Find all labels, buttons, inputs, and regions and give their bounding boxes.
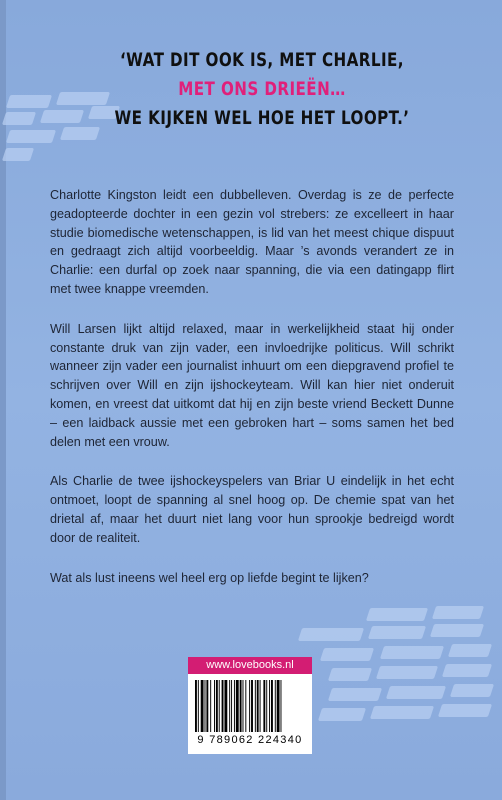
quote-line: WE KIJKEN WEL HOE HET LOOPT.’ (114, 108, 410, 129)
quote-line-highlight: MET ONS DRIEËN… (178, 79, 346, 100)
pull-quote (96, 46, 427, 133)
barcode-bar (251, 680, 253, 732)
barcode-bar (281, 680, 282, 732)
brick-decoration (450, 684, 494, 697)
barcode-bar (222, 680, 224, 732)
barcode-bar (224, 680, 227, 732)
brick-decoration (2, 148, 34, 161)
barcode-bar (234, 680, 235, 732)
barcode (188, 674, 312, 754)
brick-decoration (366, 608, 428, 621)
brick-decoration (368, 626, 426, 639)
barcode-bar (231, 680, 232, 732)
brick-decoration (298, 628, 364, 641)
barcode-bar (260, 680, 261, 732)
barcode-bar (263, 680, 265, 732)
brick-decoration (318, 708, 366, 721)
blurb-paragraph: Charlotte Kingston leidt een dubbelleven. Overdag is ze de perfecte geadopteerde dochter in een gezin vol strebers: ze excelleert in haar studie biomedische wetenschappen, is lid van het meest chique dispuut en gedraagt zich altijd voorbeeldig. Maar ’s avonds verandert ze in Charlie: een durfal op zoek naar spanning, die via een datingapp flirt met twee knappe vreemden. (50, 188, 454, 296)
barcode-bar (198, 680, 199, 732)
barcode-bar (243, 680, 244, 732)
brick-decoration (2, 112, 36, 125)
barcode-bar (249, 680, 250, 732)
blurb-tagline: Wat als lust ineens wel heel erg op liefde begint te lijken? (50, 570, 369, 585)
brick-decoration (6, 95, 52, 108)
brick-decoration (60, 127, 100, 140)
barcode-bar (206, 680, 208, 732)
barcode-bar (266, 680, 267, 732)
barcode-bar (210, 680, 211, 732)
barcode-bar (255, 680, 256, 732)
brick-decoration (376, 666, 438, 679)
brick-decoration (380, 646, 444, 659)
barcode-bar (257, 680, 259, 732)
brick-decoration (442, 664, 492, 677)
barcode-bar (229, 680, 230, 732)
blurb-paragraph: Als Charlie de twee ijshockeyspelers van Briar U eindelijk in het echt ontmoet, loopt de spanning al snel hoog op. De chemie spat van het drietal af, maar het duurt niet lang voor hun sprookje bedreigd wordt door de realiteit. (50, 474, 454, 545)
barcode-bar (240, 680, 242, 732)
website-label: www.lovebooks.nl (188, 657, 312, 674)
barcode-bar (216, 680, 218, 732)
barcode-bar (236, 680, 239, 732)
brick-decoration (430, 624, 484, 637)
brick-decoration (370, 706, 434, 719)
brick-decoration (328, 688, 382, 701)
barcode-bar (269, 680, 270, 732)
brick-decoration (40, 110, 84, 123)
barcode-bar (271, 680, 273, 732)
barcode-bar (195, 680, 197, 732)
blurb-paragraph: Will Larsen lijkt altijd relaxed, maar in werkelijkheid staat hij onder constante druk van zijn vader, een invloedrijke politicus. Will schrikt wanneer zijn vader een journalist inhuurt om een diepgravend profiel te schrijven over Will en zijn ijshockeyteam. Will kan hier niet onderuit komen, en vreest dat uitkomt dat hij en zijn beste vriend Beckett Dunne – een laidback aussie met een gebroken hart – soms samen het bed delen met een vrouw. (50, 321, 454, 449)
brick-decoration (6, 130, 56, 143)
barcode-bar (277, 680, 280, 732)
brick-decoration (320, 648, 374, 661)
brick-decoration (386, 686, 446, 699)
brick-decoration (448, 644, 492, 657)
barcode-bar (245, 680, 246, 732)
barcode-bar (201, 680, 204, 732)
blurb-text (50, 186, 454, 608)
quote-line: ‘WAT DIT OOK IS, MET CHARLIE, (119, 50, 404, 71)
barcode-bar (214, 680, 215, 732)
isbn-number: 9 789062 224340 (197, 734, 303, 746)
barcode-bar (205, 680, 206, 732)
barcode-bar (275, 680, 276, 732)
brick-decoration (328, 668, 372, 681)
barcode-bars (195, 680, 305, 732)
barcode-bar (219, 680, 220, 732)
brick-decoration (438, 704, 492, 717)
